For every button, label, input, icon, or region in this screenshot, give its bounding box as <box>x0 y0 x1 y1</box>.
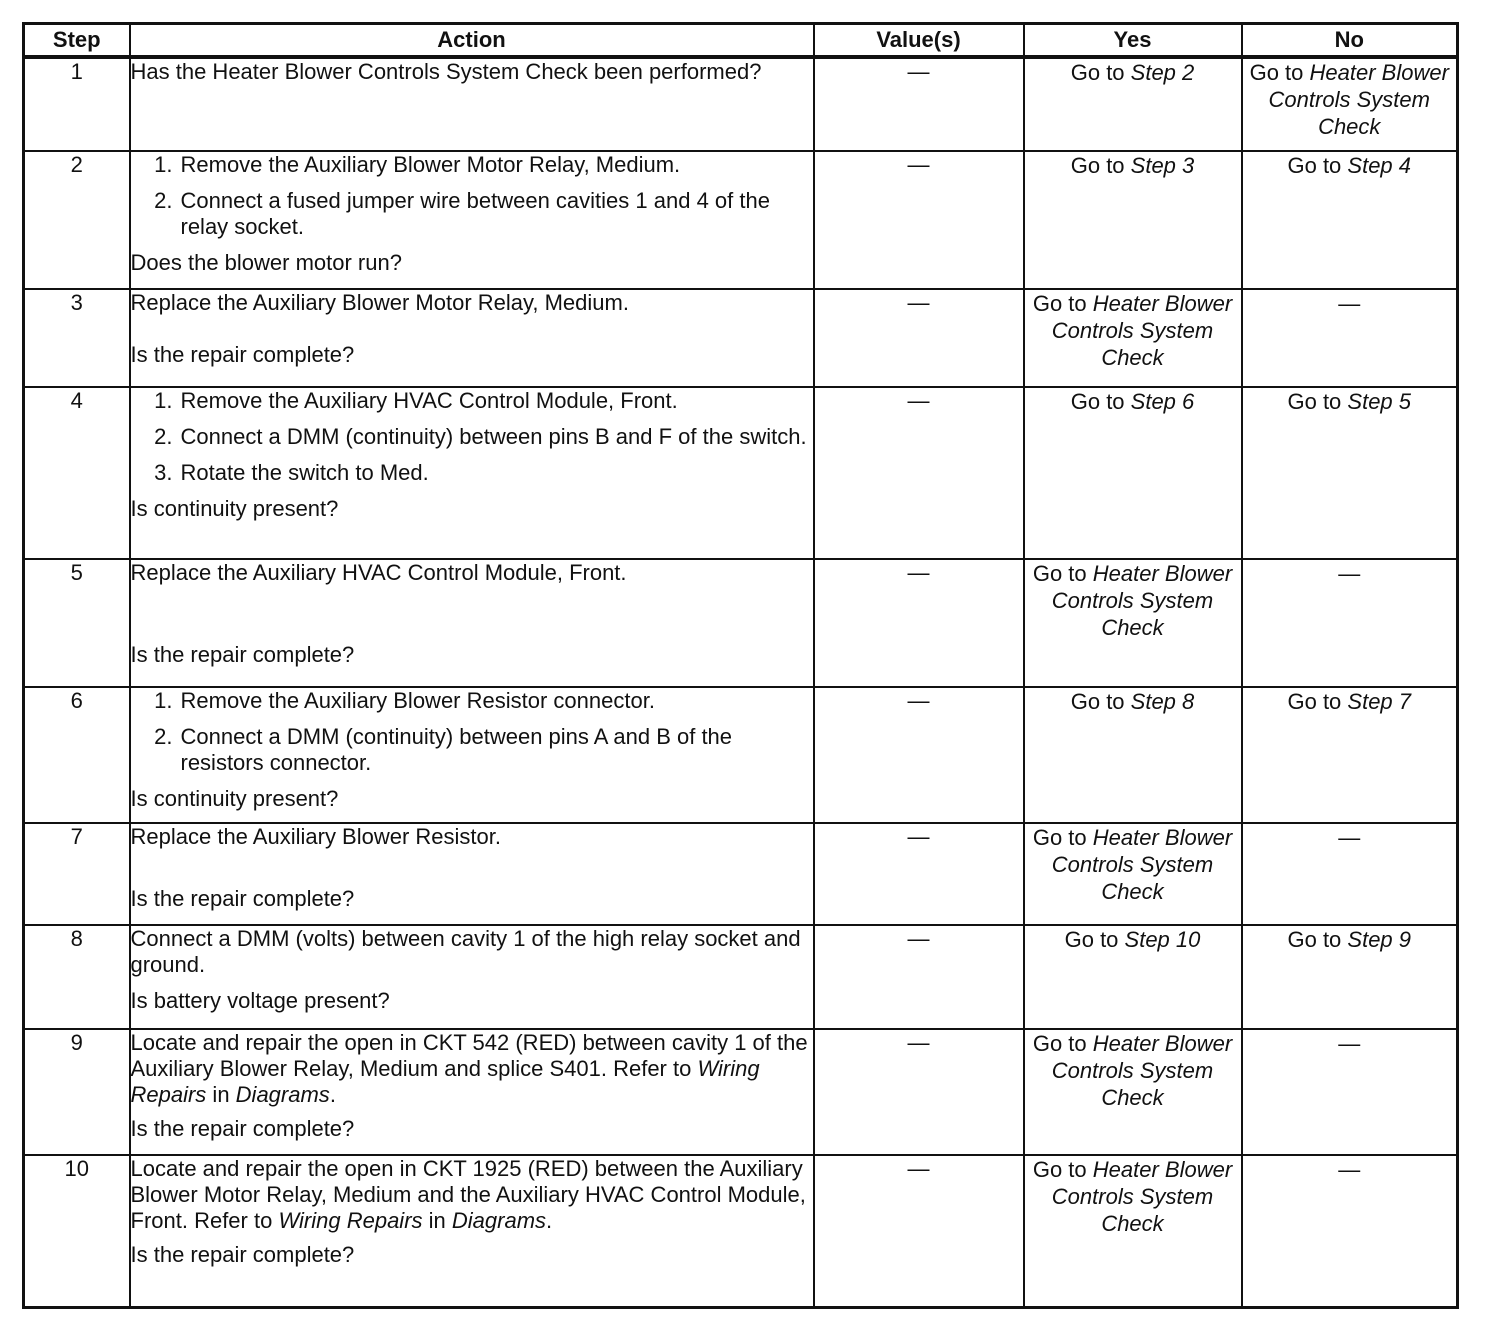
value-cell: — <box>814 1029 1024 1155</box>
action-text: Locate and repair the open in CKT 1925 (RED) between the Auxiliary Blower Motor Relay, Medium and the Auxiliary HVAC Control Module, Front. Refer to Wiring Repairs in Diagrams. <box>130 1156 806 1233</box>
action-text: Has the Heater Blower Controls System Check been performed? <box>130 59 762 84</box>
table-row <box>24 1029 1458 1155</box>
step-number: 3 <box>24 289 130 387</box>
action-steps-list <box>131 152 813 240</box>
diagrams-link[interactable]: Diagrams <box>451 1208 547 1233</box>
list-item: 1. Remove the Auxiliary Blower Motor Relay, Medium. <box>154 152 681 177</box>
diagrams-link[interactable]: Diagrams <box>235 1082 330 1107</box>
table-row <box>24 823 1458 925</box>
yes-system-check-link[interactable]: Heater Blower Controls System Check <box>1051 561 1233 640</box>
action-cell <box>130 925 814 1029</box>
table-row <box>24 57 1458 151</box>
no-step-link[interactable]: Step 5 <box>1347 389 1412 414</box>
yes-prefix: Go to <box>1070 60 1131 85</box>
no-header: No <box>1242 24 1458 58</box>
value-cell: — <box>814 925 1024 1029</box>
yes-header: Yes <box>1024 24 1242 58</box>
value-cell: — <box>814 151 1024 289</box>
list-item: 2. Connect a DMM (continuity) between pins A and B of the resistors connector. <box>154 724 733 775</box>
yes-step-link[interactable]: Step 10 <box>1124 927 1201 952</box>
action-text: Replace the Auxiliary HVAC Control Module, Front. <box>130 560 627 585</box>
action-question: Is the repair complete? <box>130 886 355 911</box>
action-text: Locate and repair the open in CKT 542 (RED) between cavity 1 of the Auxiliary Blower Relay, Medium and splice S401. Refer to Wiring Repairs in Diagrams. <box>130 1030 808 1107</box>
wiring-repairs-link[interactable]: Wiring Repairs <box>130 1056 760 1107</box>
value-cell: — <box>814 289 1024 387</box>
yes-cell: Go to Heater Blower Controls System Check <box>1024 1029 1242 1155</box>
step-number: 8 <box>24 925 130 1029</box>
table-row <box>24 387 1458 559</box>
yes-system-check-link[interactable]: Heater Blower Controls System Check <box>1051 825 1233 904</box>
action-text: Replace the Auxiliary Blower Motor Relay, Medium. <box>130 290 629 315</box>
action-cell <box>130 57 814 151</box>
action-text: Replace the Auxiliary Blower Resistor. <box>130 824 501 849</box>
action-steps-list <box>131 388 813 486</box>
step-header: Step <box>24 24 130 58</box>
yes-cell: Go to Step 6 <box>1024 387 1242 559</box>
yes-step-link[interactable]: Step 8 <box>1130 689 1195 714</box>
value-cell: — <box>814 57 1024 151</box>
action-question: Is continuity present? <box>130 496 339 521</box>
diagnostic-page <box>22 22 1456 1309</box>
yes-system-check-link[interactable]: Heater Blower Controls System Check <box>1051 291 1233 370</box>
yes-cell: Go to Heater Blower Controls System Check <box>1024 559 1242 687</box>
action-cell <box>130 1155 814 1307</box>
yes-step-link[interactable]: Step 3 <box>1130 153 1195 178</box>
step-number: 10 <box>24 1155 130 1307</box>
value-cell: — <box>814 1155 1024 1307</box>
no-cell: — <box>1242 1155 1458 1307</box>
yes-cell: Go to Step 3 <box>1024 151 1242 289</box>
no-cell: Go to Step 7 <box>1242 687 1458 823</box>
action-question: Is the repair complete? <box>130 342 355 367</box>
value-cell: — <box>814 387 1024 559</box>
list-item: 3. Rotate the switch to Med. <box>154 460 429 485</box>
no-step-link[interactable]: Step 4 <box>1347 153 1412 178</box>
step-number: 1 <box>24 57 130 151</box>
step-number: 2 <box>24 151 130 289</box>
values-header: Value(s) <box>814 24 1024 58</box>
yes-system-check-link[interactable]: Heater Blower Controls System Check <box>1051 1031 1233 1110</box>
action-cell <box>130 151 814 289</box>
list-item: 1. Remove the Auxiliary HVAC Control Module, Front. <box>154 388 678 413</box>
action-cell <box>130 559 814 687</box>
no-cell: Go to Step 4 <box>1242 151 1458 289</box>
no-cell: Go to Step 5 <box>1242 387 1458 559</box>
no-cell: Go to Step 9 <box>1242 925 1458 1029</box>
action-cell <box>130 289 814 387</box>
no-prefix: Go to <box>1249 60 1310 85</box>
value-cell: — <box>814 687 1024 823</box>
no-cell: — <box>1242 289 1458 387</box>
yes-cell: Go to Step 8 <box>1024 687 1242 823</box>
yes-cell: Go to Step 10 <box>1024 925 1242 1029</box>
yes-system-check-link[interactable]: Heater Blower Controls System Check <box>1051 1157 1233 1236</box>
action-header: Action <box>130 24 814 58</box>
no-cell: — <box>1242 559 1458 687</box>
table-row <box>24 289 1458 387</box>
no-cell <box>1242 57 1458 151</box>
action-question: Is the repair complete? <box>130 642 355 667</box>
no-cell: — <box>1242 823 1458 925</box>
yes-cell: Go to Heater Blower Controls System Check <box>1024 823 1242 925</box>
yes-cell <box>1024 57 1242 151</box>
step-number: 6 <box>24 687 130 823</box>
yes-step-link[interactable]: Step 2 <box>1130 60 1195 85</box>
action-cell <box>130 387 814 559</box>
yes-cell: Go to Heater Blower Controls System Check <box>1024 289 1242 387</box>
action-cell <box>130 1029 814 1155</box>
no-system-check-link[interactable]: Heater Blower Controls System Check <box>1268 60 1449 139</box>
step-number: 4 <box>24 387 130 559</box>
no-step-link[interactable]: Step 7 <box>1347 689 1412 714</box>
step-number: 5 <box>24 559 130 687</box>
action-question: Is the repair complete? <box>130 1116 355 1141</box>
table-row <box>24 687 1458 823</box>
step-number: 9 <box>24 1029 130 1155</box>
wiring-repairs-link[interactable]: Wiring Repairs <box>278 1208 423 1233</box>
step-number: 7 <box>24 823 130 925</box>
no-step-link[interactable]: Step 9 <box>1347 927 1412 952</box>
table-row <box>24 151 1458 289</box>
yes-step-link[interactable]: Step 6 <box>1130 389 1195 414</box>
action-question: Does the blower motor run? <box>130 250 402 275</box>
value-cell: — <box>814 823 1024 925</box>
list-item: 2. Connect a DMM (continuity) between pins B and F of the switch. <box>154 424 807 449</box>
action-question: Is continuity present? <box>130 786 339 811</box>
table-row <box>24 925 1458 1029</box>
action-steps-list <box>131 688 813 776</box>
action-text: Connect a DMM (volts) between cavity 1 of the high relay socket and ground. <box>130 926 801 977</box>
list-item: 2. Connect a fused jumper wire between cavities 1 and 4 of the relay socket. <box>154 188 770 239</box>
action-cell <box>130 687 814 823</box>
action-question: Is the repair complete? <box>130 1242 355 1267</box>
list-item: 1. Remove the Auxiliary Blower Resistor connector. <box>154 688 655 713</box>
no-cell: — <box>1242 1029 1458 1155</box>
yes-cell: Go to Heater Blower Controls System Check <box>1024 1155 1242 1307</box>
action-cell <box>130 823 814 925</box>
diagnostic-table <box>22 22 1459 1309</box>
header-row <box>24 24 1458 58</box>
table-row <box>24 559 1458 687</box>
table-row <box>24 1155 1458 1307</box>
value-cell: — <box>814 559 1024 687</box>
action-question: Is battery voltage present? <box>130 988 390 1013</box>
